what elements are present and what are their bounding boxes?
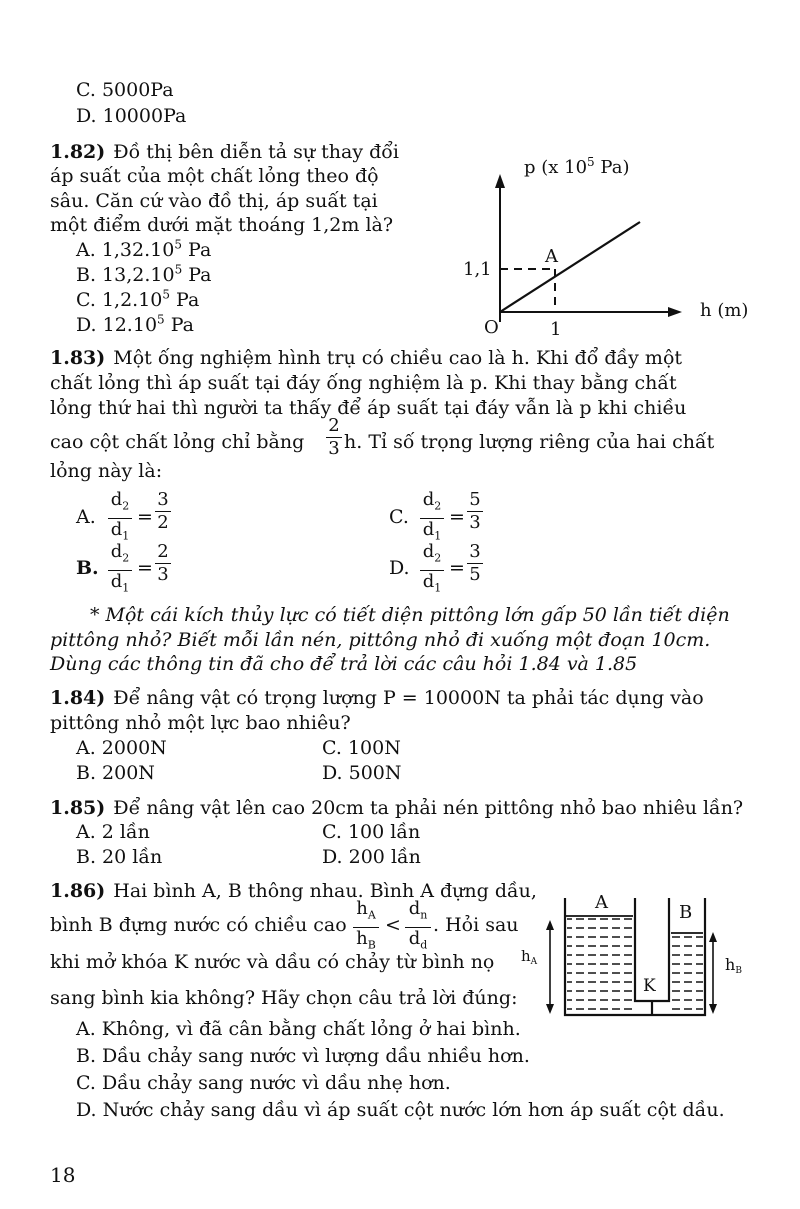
q186-option-a: A. Không, vì đã cân bằng chất lỏng ở hai bình. [76,1018,521,1040]
q182-number: 1.82) [50,141,106,163]
vessel-a-label: A [595,892,608,913]
q183-option-d-eq: = [449,557,465,579]
q182-line-2: áp suất của một chất lỏng theo độ [50,165,379,187]
q183-option-b-rhs: 2 3 [155,542,171,585]
q183-option-a-label: A. [76,506,96,528]
q183-option-d-label: D. [389,557,410,579]
note-line-2: pittông nhỏ? Biết mỗi lần nén, pittông nhỏ đi xuống một đoạn 10cm. [50,629,711,651]
q186-number: 1.86) [50,880,106,902]
q184-number: 1.84) [50,687,106,709]
q183-option-a-eq: = [137,506,153,528]
q183-option-c-label: C. [389,506,409,528]
q184-option-d: D. 500N [322,762,402,784]
q183-option-c-lhs: $d_2$ $d_1$ [420,490,444,546]
q185-option-c: C. 100 lần [322,821,421,843]
q182-line-4: một điểm dưới mặt thoáng 1,2m là? [50,214,394,236]
vessel-b-label: B [679,902,693,923]
q183-line-5: lỏng này là: [50,460,163,482]
q184-line-1: 1.84) Để nâng vật có trọng lượng P = 10000N ta phải tác dụng vào [50,687,704,709]
valve-k-label: K [643,976,656,996]
note-line-3: Dùng các thông tin đã cho để trả lời các câu hỏi 1.84 và 1.85 [50,653,638,675]
q185-line-1: 1.85) Để nâng vật lên cao 20cm ta phải nén pittông nhỏ bao nhiêu lần? [50,797,744,819]
graph-x-label: h (m) [700,300,749,321]
q186-line-3: khi mở khóa K nước và dầu có chảy từ bình nọ [50,951,495,973]
q186-line-2b: . Hỏi sau [433,914,519,936]
q183-line-2: chất lỏng thì áp suất tại đáy ống nghiệm là p. Khi thay bằng chất [50,372,677,394]
q186-fraction-d: $d_n$ $d_d$ [405,899,431,955]
q182-option-c: C. 1,2.10$^5$ Pa [76,287,200,311]
q186-fraction-h: $h_A$ $h_B$ [353,899,379,955]
q186-option-c: C. Dầu chảy sang nước vì dầu nhẹ hơn. [76,1072,451,1094]
vessel-b-liquid [671,933,703,1013]
q182-option-b: B. 13,2.10$^5$ Pa [76,262,212,286]
graph-origin: O [484,317,499,338]
q182-line-1: 1.82) Đồ thị bên diễn tả sự thay đổi [50,141,400,163]
q183-option-a-lhs: $d_2$ $d_1$ [108,490,132,546]
page-number: 18 [50,1163,76,1187]
prev-option-d: D. 10000Pa [76,105,187,127]
height-a-label: $h_A$ [521,947,538,967]
q183-option-c-eq: = [449,506,465,528]
q184-option-b: B. 200N [76,762,155,784]
q186-line-2a: bình B đựng nước có chiều cao [50,914,347,936]
vessel-a-liquid [567,916,633,1013]
graph-point-a: A [545,246,558,267]
communicating-vessels-figure [515,888,780,1023]
q183-line-4b: h. Tỉ số trọng lượng riêng của hai chất [344,431,715,453]
q184-option-c: C. 100N [322,737,401,759]
q186-option-b: B. Dầu chảy sang nước vì lượng dầu nhiều hơn. [76,1045,530,1067]
q183-line-1: 1.83) Một ống nghiệm hình trụ có chiều cao là h. Khi đổ đầy một [50,347,683,369]
q182-option-d: D. 12.10$^5$ Pa [76,312,194,336]
graph-x-tick: 1 [550,319,562,340]
q183-option-a-rhs: 3 2 [155,490,171,533]
pressure-depth-graph [440,140,770,345]
height-b-label: hB [725,955,742,976]
q185-number: 1.85) [50,797,106,819]
q186-option-d: D. Nước chảy sang dầu vì áp suất cột nước lớn hơn áp suất cột dầu. [76,1099,725,1121]
q185-option-b: B. 20 lần [76,846,163,868]
prev-option-c: C. 5000Pa [76,79,174,101]
q183-number: 1.83) [50,347,106,369]
q184-option-a: A. 2000N [76,737,167,759]
q183-option-d-lhs: $d_2$ $d_1$ [420,542,444,598]
q186-line-4: sang bình kia không? Hãy chọn câu trả lời đúng: [50,987,518,1009]
q183-option-b-label: B. [76,557,99,579]
q183-option-c-rhs: 5 3 [467,490,483,533]
q183-option-b-eq: = [137,557,153,579]
graph-y-tick: 1,1 [463,259,492,280]
q183-option-b-lhs: $d_2$ $d_1$ [108,542,132,598]
q182-line-3: sâu. Căn cứ vào đồ thị, áp suất tại [50,190,378,212]
q186-less-than: < [385,914,401,936]
graph-y-arrow [495,174,505,188]
graph-x-arrow [668,307,682,317]
graph-y-label: p (x $10^5$ Pa) [524,155,630,178]
q185-option-d: D. 200 lần [322,846,421,868]
q184-line-2: pittông nhỏ một lực bao nhiêu? [50,712,351,734]
q183-line-3: lỏng thứ hai thì người ta thấy để áp suất tại đáy vẫn là p khi chiều [50,397,687,419]
q183-line-4a: cao cột chất lỏng chỉ bằng [50,431,305,453]
q183-option-d-rhs: 3 5 [467,542,483,585]
q183-fraction: 2 3 [326,416,342,459]
q182-option-a: A. 1,32.10$^5$ Pa [76,237,212,261]
q186-line-1: 1.86) Hai bình A, B thông nhau. Bình A đựng dầu, [50,880,537,902]
note-line-1: * Một cái kích thủy lực có tiết diện pittông lớn gấp 50 lần tiết diện [90,604,730,626]
q185-option-a: A. 2 lần [76,821,150,843]
graph-line [500,222,640,312]
